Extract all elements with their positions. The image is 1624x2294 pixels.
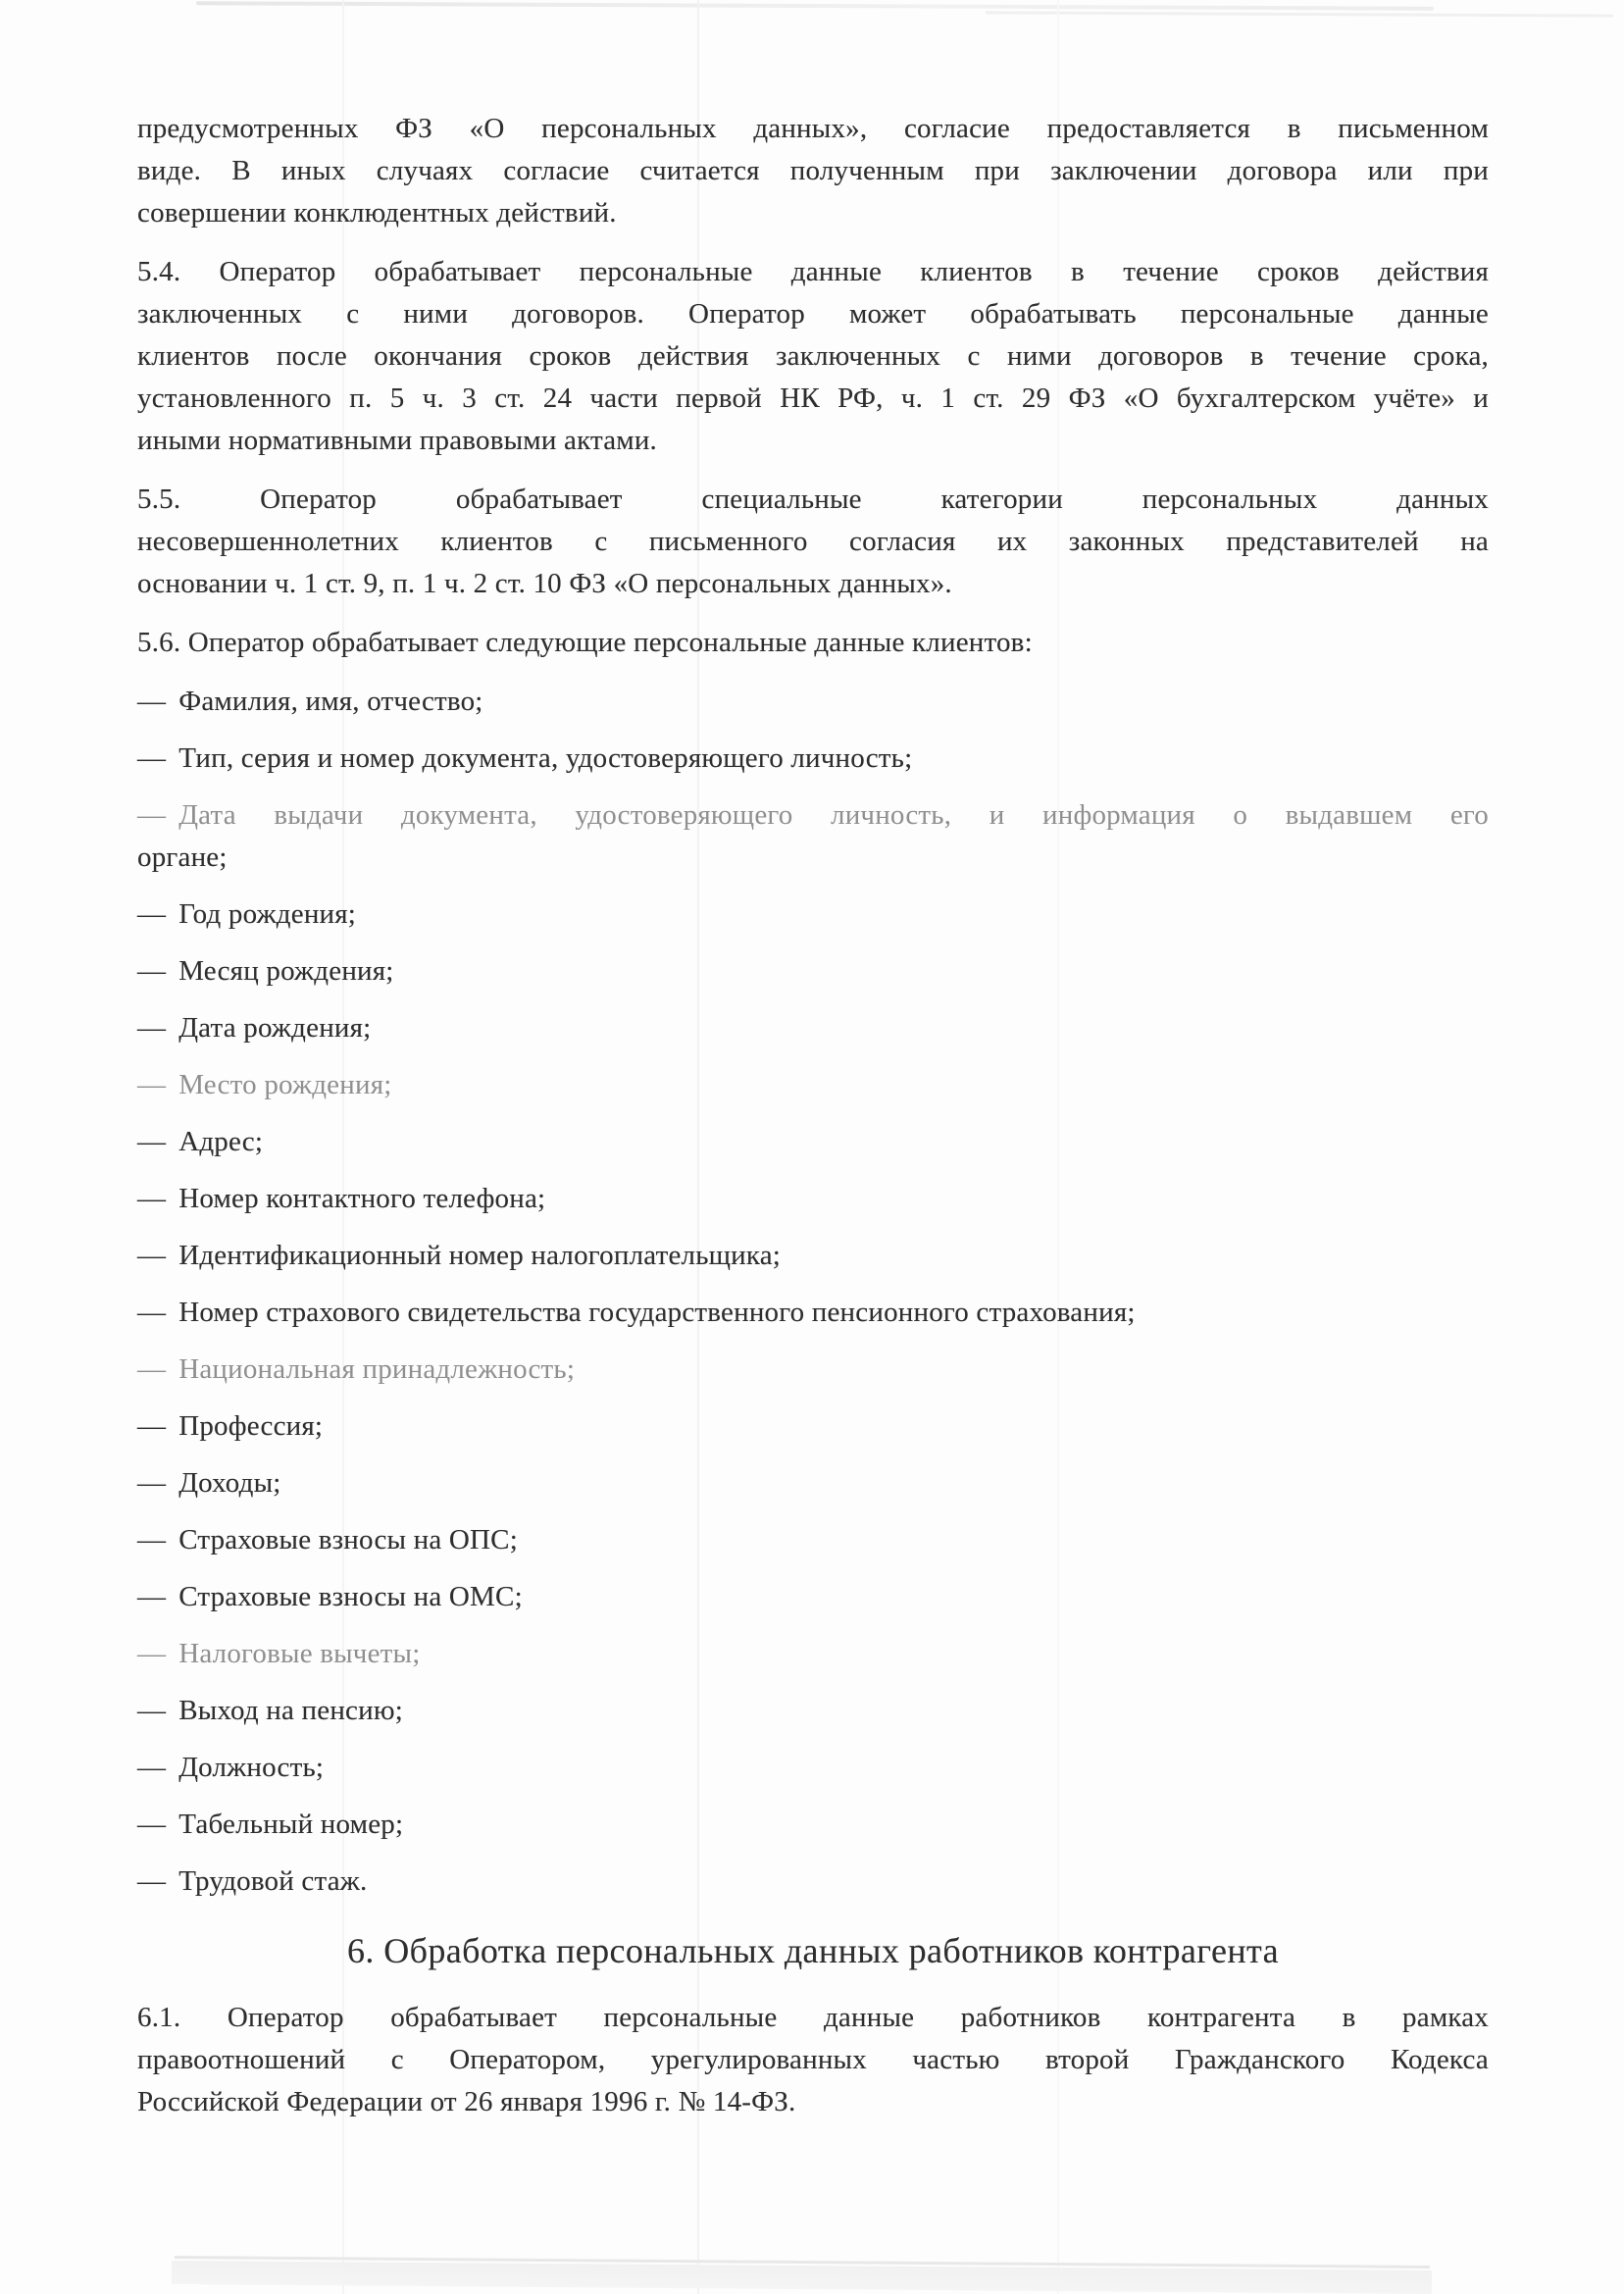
list-item-text: Дата выдачи документа, удостоверяющего личность, и информация о выдавшем его bbox=[178, 799, 1489, 831]
text-line: клиентов после окончания сроков действия заключенных с ними договоров в течение срока, bbox=[137, 340, 1489, 372]
dash-marker: — bbox=[137, 1410, 167, 1442]
list-item-text: Налоговые вычеты; bbox=[178, 1638, 421, 1669]
list-item bbox=[137, 1349, 1489, 1391]
dash-marker: — bbox=[137, 1581, 167, 1612]
list-item-text: Страховые взносы на ОМС; bbox=[178, 1581, 523, 1612]
list-item bbox=[137, 1633, 1489, 1675]
dash-marker: — bbox=[137, 1638, 167, 1669]
list-item-text: Табельный номер; bbox=[178, 1809, 404, 1840]
list-item bbox=[137, 1519, 1489, 1561]
text-line: совершении конклюдентных действий. bbox=[137, 197, 617, 229]
text-line: предусмотренных ФЗ «О персональных данных», согласие предоставляется в письменном bbox=[137, 113, 1489, 144]
list-item-text: Дата рождения; bbox=[178, 1012, 372, 1044]
list-item bbox=[137, 738, 1489, 780]
list-item bbox=[137, 1861, 1489, 1903]
list-item-text: Год рождения; bbox=[178, 898, 357, 930]
list-item bbox=[137, 1804, 1489, 1846]
dash-marker: — bbox=[137, 1297, 167, 1328]
personal-data-list bbox=[137, 681, 1489, 1903]
dash-marker: — bbox=[137, 898, 167, 930]
intro-paragraph bbox=[137, 108, 1489, 234]
list-item-text: Страховые взносы на ОПС; bbox=[178, 1524, 518, 1555]
list-item bbox=[137, 1405, 1489, 1448]
list-item bbox=[137, 1178, 1489, 1220]
dash-marker: — bbox=[137, 955, 167, 987]
dash-marker: — bbox=[137, 1069, 167, 1100]
clause-5-5 bbox=[137, 479, 1489, 605]
list-item-text: Идентификационный номер налогоплательщика; bbox=[178, 1240, 782, 1271]
clause-5-4 bbox=[137, 251, 1489, 462]
list-item-text: Место рождения; bbox=[178, 1069, 392, 1100]
list-item-text: Должность; bbox=[178, 1752, 325, 1783]
list-item bbox=[137, 1235, 1489, 1277]
dash-marker: — bbox=[137, 1467, 167, 1499]
text-line: Российской Федерации от 26 января 1996 г. № 14-ФЗ. bbox=[137, 2086, 796, 2117]
list-item bbox=[137, 1576, 1489, 1618]
text-line: основании ч. 1 ст. 9, п. 1 ч. 2 ст. 10 ФЗ «О персональных данных». bbox=[137, 568, 952, 599]
list-item bbox=[137, 1064, 1489, 1106]
list-item bbox=[137, 1292, 1489, 1334]
list-item-text: Фамилия, имя, отчество; bbox=[178, 686, 483, 717]
dash-marker: — bbox=[137, 1752, 167, 1783]
list-item bbox=[137, 1462, 1489, 1504]
list-item-text: Номер контактного телефона; bbox=[178, 1183, 546, 1214]
dash-marker: — bbox=[137, 1695, 167, 1726]
dash-marker: — bbox=[137, 1809, 167, 1840]
section-6-heading: 6. Обработка персональных данных работников контрагента bbox=[347, 1931, 1279, 1970]
list-item bbox=[137, 681, 1489, 723]
text-line: 5.5. Оператор обрабатывает специальные категории персональных данных bbox=[137, 484, 1489, 515]
list-item-text: Профессия; bbox=[178, 1410, 324, 1442]
list-item bbox=[137, 1007, 1489, 1049]
dash-marker: — bbox=[137, 1012, 167, 1044]
text-line: 5.4. Оператор обрабатывает персональные данные клиентов в течение сроков действия bbox=[137, 256, 1489, 287]
list-item-text: Месяц рождения; bbox=[178, 955, 394, 987]
list-item-text: Тип, серия и номер документа, удостоверяющего личность; bbox=[178, 742, 913, 774]
list-item-text: Трудовой стаж. bbox=[178, 1865, 368, 1897]
text-line: правоотношений с Оператором, урегулированных частью второй Гражданского Кодекса bbox=[137, 2044, 1489, 2075]
dash-marker: — bbox=[137, 799, 167, 831]
dash-marker: — bbox=[137, 1865, 167, 1897]
dash-marker: — bbox=[137, 742, 167, 774]
list-item-text: органе; bbox=[137, 841, 228, 873]
list-item bbox=[137, 1747, 1489, 1789]
list-item-continuation bbox=[137, 837, 1489, 879]
list-item-text: Выход на пенсию; bbox=[178, 1695, 403, 1726]
list-item bbox=[137, 1121, 1489, 1163]
text-line: виде. В иных случаях согласие считается полученным при заключении договора или при bbox=[137, 155, 1489, 186]
text-line: иными нормативными правовыми актами. bbox=[137, 425, 657, 456]
clause-6-1 bbox=[137, 1997, 1489, 2123]
text-line: 5.6. Оператор обрабатывает следующие персональные данные клиентов: bbox=[137, 627, 1033, 658]
text-line: установленного п. 5 ч. 3 ст. 24 части первой НК РФ, ч. 1 ст. 29 ФЗ «О бухгалтерском учёте» и bbox=[137, 382, 1489, 414]
list-item bbox=[137, 893, 1489, 936]
text-line: заключенных с ними договоров. Оператор может обрабатывать персональные данные bbox=[137, 298, 1489, 330]
list-item bbox=[137, 1690, 1489, 1732]
dash-marker: — bbox=[137, 1524, 167, 1555]
dash-marker: — bbox=[137, 1353, 167, 1385]
dash-marker: — bbox=[137, 1126, 167, 1157]
text-line: несовершеннолетних клиентов с письменного согласия их законных представителей на bbox=[137, 526, 1489, 557]
text-line: 6.1. Оператор обрабатывает персональные данные работников контрагента в рамках bbox=[137, 2002, 1489, 2033]
dash-marker: — bbox=[137, 1183, 167, 1214]
dash-marker: — bbox=[137, 1240, 167, 1271]
list-item-text: Адрес; bbox=[178, 1126, 264, 1157]
document-content bbox=[137, 0, 1489, 2140]
dash-marker: — bbox=[137, 686, 167, 717]
list-item bbox=[137, 950, 1489, 993]
list-item-text: Номер страхового свидетельства государственного пенсионного страхования; bbox=[178, 1297, 1136, 1328]
list-item-text: Доходы; bbox=[178, 1467, 281, 1499]
list-item-text: Национальная принадлежность; bbox=[178, 1353, 576, 1385]
clause-5-6 bbox=[137, 622, 1489, 664]
list-item bbox=[137, 794, 1489, 837]
